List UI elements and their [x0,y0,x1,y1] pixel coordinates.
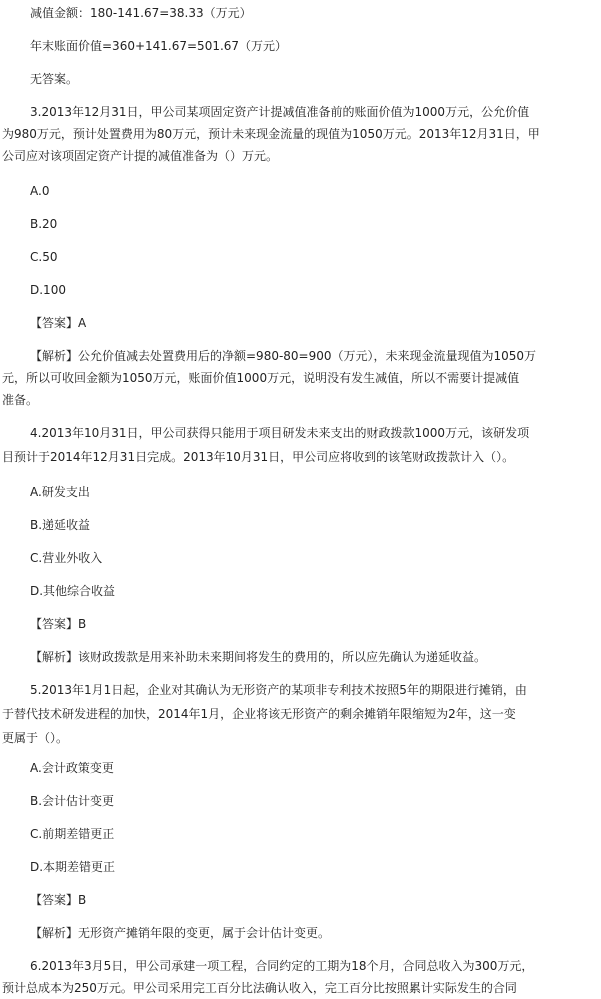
question-5-line: 更属于（）。 [2,731,69,745]
option-a: A.会计政策变更 [30,761,114,775]
option-a: A.研发支出 [30,485,90,499]
analysis-line: 准备。 [2,393,39,407]
option-b: B.20 [30,217,58,231]
text-line: 减值金额：180-141.67=38.33（万元） [30,6,252,20]
text-line: 年末账面价值=360+141.67=501.67（万元） [30,39,288,53]
question-5-line: 5.2013年1月1日起，企业对其确认为无形资产的某项非专利技术按照5年的期限进行摊销，由 [30,683,527,697]
answer-line: 【答案】B [30,893,87,907]
option-c: C.50 [30,250,58,264]
option-d: D.100 [30,283,66,297]
question-3-line: 公司应对该项固定资产计提的减值准备为（）万元。 [2,149,279,163]
option-d: D.其他综合收益 [30,584,116,598]
question-3-line: 为980万元，预计处置费用为80万元，预计未来现金流量的现值为1050万元。2013年12月31日，甲 [2,127,540,141]
answer-line: 【答案】A [30,316,87,330]
text-line: 无答案。 [30,72,79,86]
analysis-line: 【解析】公允价值减去处置费用后的净额=980-80=900（万元），未来现金流量现值为1050万 [30,349,537,363]
option-c: C.前期差错更正 [30,827,115,841]
option-b: B.会计估计变更 [30,794,115,808]
option-a: A.0 [30,184,50,198]
analysis-line: 【解析】该财政拨款是用来补助未来期间将发生的费用的，所以应先确认为递延收益。 [30,650,487,664]
question-4-line: 目预计于2014年12月31日完成。2013年10月31日，甲公司应将收到的该笔财政拨款计入（）。 [2,450,515,464]
question-4-line: 4.2013年10月31日，甲公司获得只能用于项目研发未来支出的财政拨款1000万元，该研发项 [30,426,530,440]
question-5-line: 于替代技术研发进程的加快，2014年1月，企业将该无形资产的剩余摊销年限缩短为2年，这一变 [2,707,516,721]
question-6-line: 预计总成本为250万元。甲公司采用完工百分比法确认收入，完工百分比按照累计实际发生的合同 [2,981,517,995]
analysis-line: 【解析】无形资产摊销年限的变更，属于会计估计变更。 [30,926,331,940]
option-b: B.递延收益 [30,518,91,532]
question-6-line: 6.2013年3月5日，甲公司承建一项工程，合同约定的工期为18个月，合同总收入为300万元， [30,959,534,973]
question-3-line: 3.2013年12月31日，甲公司某项固定资产计提减值准备前的账面价值为1000万元，公允价值 [30,105,530,119]
option-d: D.本期差错更正 [30,860,116,874]
analysis-line: 元，所以可收回金额为1050万元，账面价值1000万元，说明没有发生减值，所以不需要计提减值 [2,371,520,385]
answer-line: 【答案】B [30,617,87,631]
option-c: C.营业外收入 [30,551,103,565]
